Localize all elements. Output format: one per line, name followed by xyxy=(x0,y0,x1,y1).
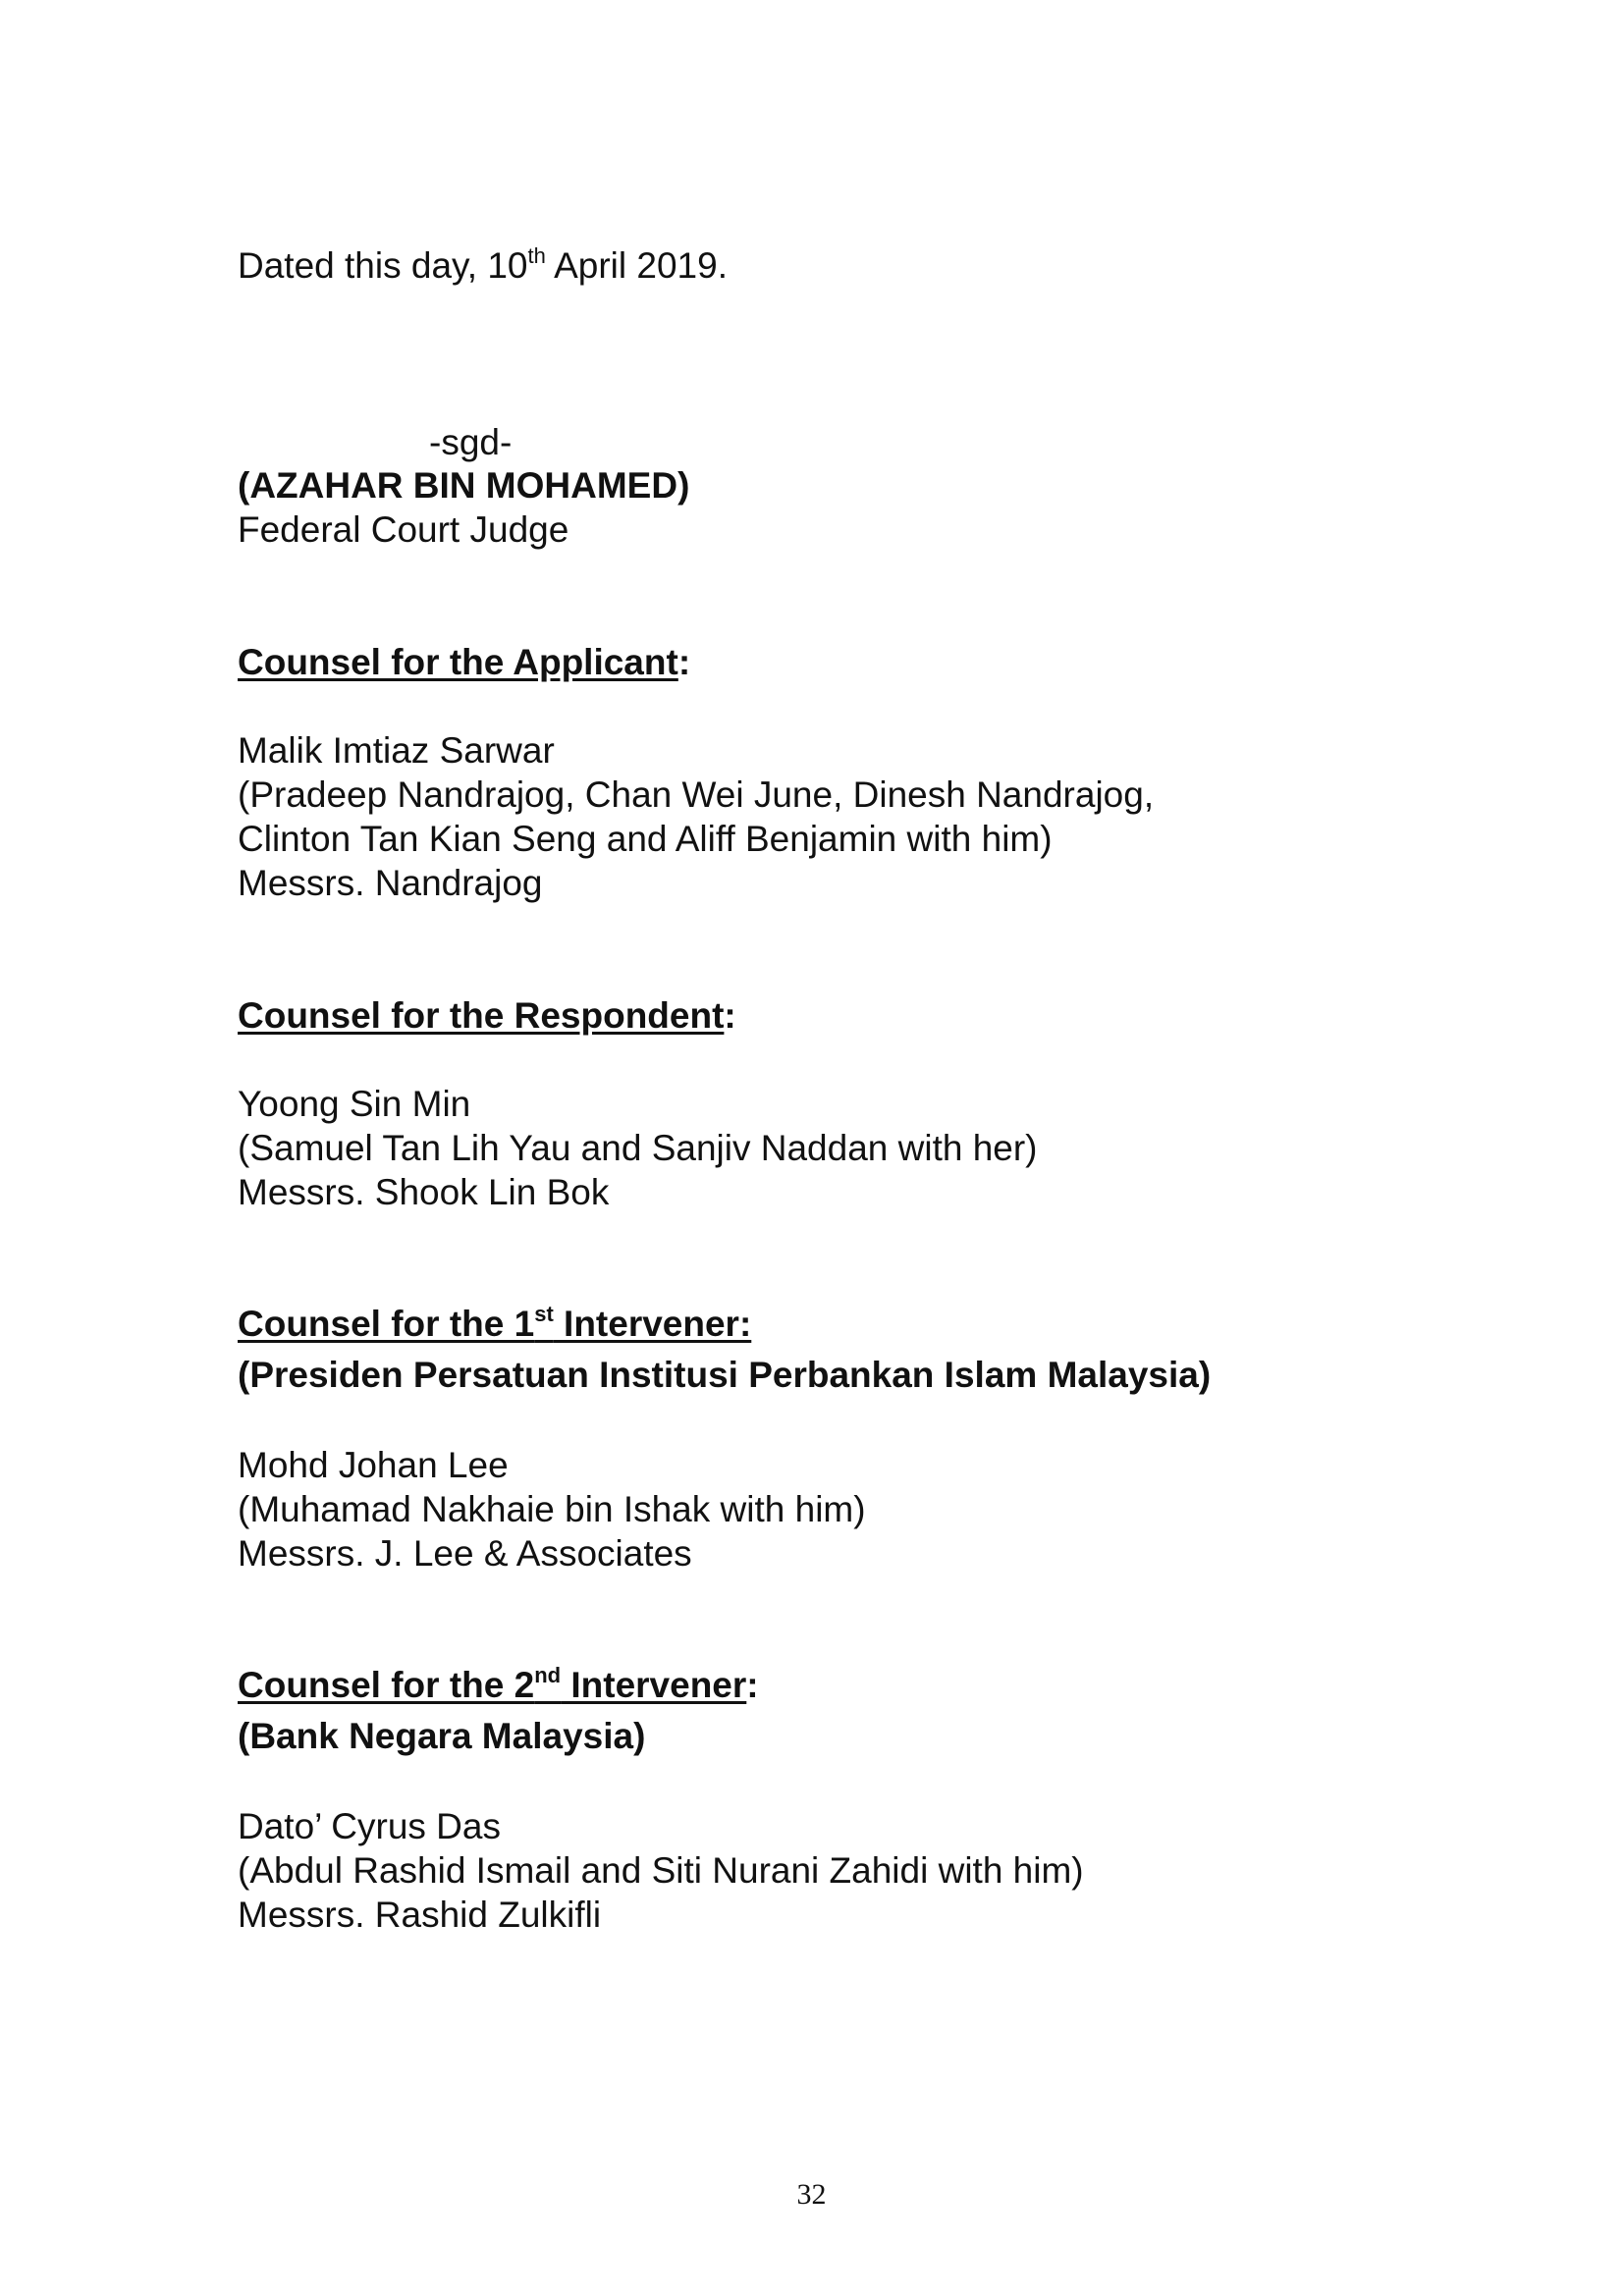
respondent-heading xyxy=(238,993,736,1038)
intervener2-line: Messrs. Rashid Zulkifli xyxy=(238,1895,602,1935)
respondent-heading-colon: : xyxy=(724,995,736,1036)
judge-title: Federal Court Judge xyxy=(238,509,569,550)
intervener1-ordinal: st xyxy=(534,1301,554,1326)
intervener1-subheading: (Presiden Persatuan Institusi Perbankan Islam Malaysia) xyxy=(238,1355,1212,1395)
respondent-line: Yoong Sin Min xyxy=(238,1084,471,1124)
signature-sgd: -sgd- xyxy=(429,422,513,462)
intervener1-line: Messrs. J. Lee & Associates xyxy=(238,1533,692,1574)
intervener1-heading-text xyxy=(238,1301,752,1344)
intervener2-line: (Abdul Rashid Ismail and Siti Nurani Zahidi with him) xyxy=(238,1850,1084,1891)
applicant-heading xyxy=(238,640,690,684)
respondent-line: Messrs. Shook Lin Bok xyxy=(238,1172,610,1212)
intervener2-subheading: (Bank Negara Malaysia) xyxy=(238,1716,646,1756)
intervener2-ordinal: nd xyxy=(534,1662,562,1687)
page-number: 32 xyxy=(796,2178,827,2211)
applicant-line: Messrs. Nandrajog xyxy=(238,863,543,903)
applicant-heading-text: Counsel for the Applicant xyxy=(238,642,678,682)
intervener2-line: Dato’ Cyrus Das xyxy=(238,1806,501,1846)
intervener1-line: Mohd Johan Lee xyxy=(238,1445,509,1485)
dated-line xyxy=(238,243,728,288)
intervener2-heading-colon: : xyxy=(746,1665,759,1705)
intervener2-heading-text xyxy=(238,1662,747,1705)
dated-ordinal: th xyxy=(527,242,546,268)
applicant-line: (Pradeep Nandrajog, Chan Wei June, Dinesh Nandrajog, xyxy=(238,774,1155,815)
intervener2-heading-prefix: Counsel for the 2 xyxy=(238,1665,535,1705)
intervener2-heading-suffix: Intervener xyxy=(561,1665,747,1705)
applicant-line: Malik Imtiaz Sarwar xyxy=(238,730,555,771)
intervener1-line: (Muhamad Nakhaie bin Ishak with him) xyxy=(238,1489,866,1529)
intervener1-heading xyxy=(238,1302,751,1346)
applicant-line: Clinton Tan Kian Seng and Aliff Benjamin with him) xyxy=(238,819,1053,859)
judge-name: (AZAHAR BIN MOHAMED) xyxy=(238,465,690,506)
respondent-heading-text: Counsel for the Respondent xyxy=(238,995,725,1036)
dated-suffix: April 2019. xyxy=(545,245,728,286)
intervener1-heading-prefix: Counsel for the 1 xyxy=(238,1304,535,1344)
intervener2-heading xyxy=(238,1663,759,1707)
intervener1-heading-suffix: Intervener: xyxy=(553,1304,752,1344)
applicant-heading-colon: : xyxy=(677,642,691,682)
dated-prefix: Dated this day, 10 xyxy=(238,245,528,286)
respondent-line: (Samuel Tan Lih Yau and Sanjiv Naddan with her) xyxy=(238,1128,1038,1168)
